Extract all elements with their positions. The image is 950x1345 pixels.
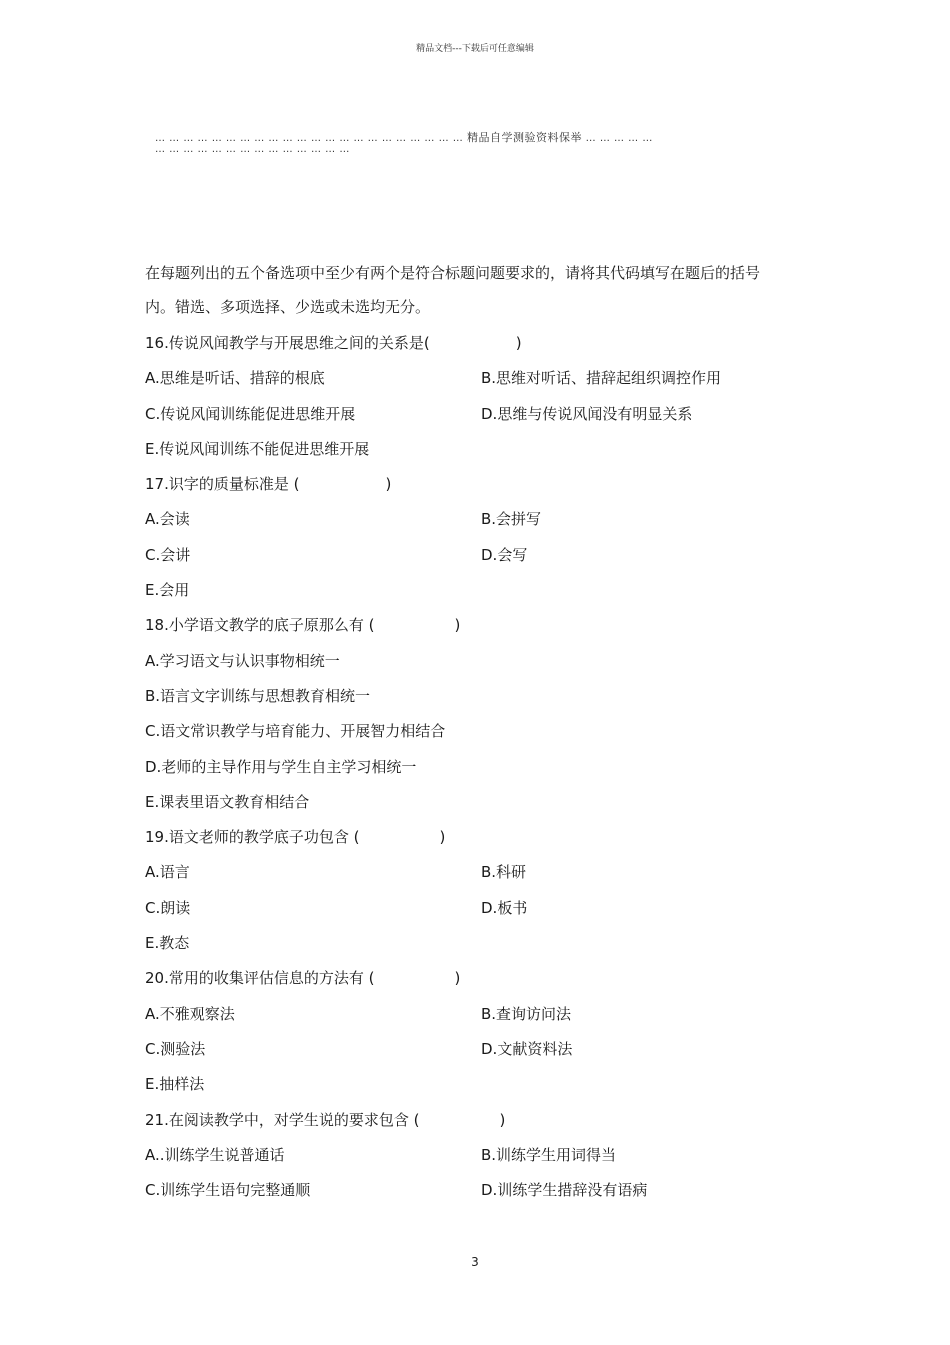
- option-a: A.思维是听话、措辞的根底: [145, 369, 325, 388]
- dotted-banner: [155, 132, 755, 155]
- option-c: C.会讲: [145, 545, 191, 564]
- option-a: A.会读: [145, 510, 190, 529]
- banner-title: 精品自学测验资料保举: [466, 131, 582, 144]
- dots-line2: … … … … … … … … … … … … … …: [155, 144, 350, 155]
- option-d: D.板书: [481, 898, 528, 917]
- option-d: D.老师的主导作用与学生自主学习相统一: [145, 757, 417, 776]
- option-c: C.朗读: [145, 898, 191, 917]
- option-c: C.测验法: [145, 1039, 206, 1058]
- question-section: [145, 256, 765, 1208]
- option-a: A..训练学生说普通话: [145, 1145, 285, 1164]
- question-21-options-ab: [145, 1138, 765, 1173]
- page-number: 3: [471, 1255, 479, 1269]
- question-19-stem: 19.语文老师的教学底子功包含 ( ): [145, 828, 446, 847]
- instructions: 在每题列出的五个备选项中至少有两个是符合标题问题要求的，请将其代码填写在题后的括号内。错选、多项选择、少选或未选均无分。: [145, 264, 761, 316]
- option-e: E.课表里语文教育相结合: [145, 792, 310, 811]
- option-b: B.语言文字训练与思想教育相统一: [145, 686, 371, 705]
- option-e: E.会用: [145, 581, 190, 600]
- question-16-stem: 16.传说风闻教学与开展思维之间的关系是( ): [145, 334, 522, 352]
- question-19-options-cd: [145, 891, 765, 926]
- question-17-options-ab: [145, 502, 765, 537]
- option-a: A.学习语文与认识事物相统一: [145, 651, 340, 670]
- question-16-options-ab: [145, 361, 765, 396]
- option-d: D.会写: [481, 545, 528, 564]
- option-e: E.抽样法: [145, 1075, 205, 1094]
- option-d: D.文献资料法: [481, 1039, 573, 1058]
- option-a: A.不雅观察法: [145, 1004, 235, 1023]
- option-d: D.思维与传说风闻没有明显关系: [481, 404, 693, 423]
- question-16-options-cd: [145, 397, 765, 432]
- question-18-stem: 18.小学语文教学的底子原那么有 ( ): [145, 616, 461, 635]
- option-c: C.训练学生语句完整通顺: [145, 1181, 311, 1200]
- question-17-options-cd: [145, 538, 765, 573]
- question-17-stem: 17.识字的质量标准是 ( ): [145, 475, 392, 494]
- option-b: B.训练学生用词得当: [481, 1145, 617, 1164]
- dots-right: … … … … …: [585, 133, 653, 144]
- question-21-options-cd: [145, 1173, 765, 1208]
- question-20-options-ab: [145, 997, 765, 1032]
- question-21-stem: 21.在阅读教学中，对学生说的要求包含 ( ): [145, 1110, 506, 1129]
- option-c: C.语文常识教学与培育能力、开展智力相结合: [145, 722, 446, 741]
- option-e: E.教态: [145, 934, 190, 953]
- option-a: A.语言: [145, 863, 190, 882]
- question-20-stem: 20.常用的收集评估信息的方法有 ( ): [145, 969, 461, 988]
- question-19-options-ab: [145, 855, 765, 890]
- option-b: B.思维对听话、措辞起组织调控作用: [481, 369, 722, 388]
- option-b: B.科研: [481, 863, 527, 882]
- option-d: D.训练学生措辞没有语病: [481, 1181, 648, 1200]
- option-b: B.会拼写: [481, 510, 542, 529]
- option-b: B.查询访问法: [481, 1004, 572, 1023]
- watermark-header: 精品文档---下载后可任意编辑: [416, 44, 534, 54]
- option-e: E.传说风闻训练不能促进思维开展: [145, 439, 370, 458]
- option-c: C.传说风闻训练能促进思维开展: [145, 404, 356, 423]
- dots-left: … … … … … … … … … … … … … … … … … … … … … …: [155, 133, 464, 144]
- question-20-options-cd: [145, 1032, 765, 1067]
